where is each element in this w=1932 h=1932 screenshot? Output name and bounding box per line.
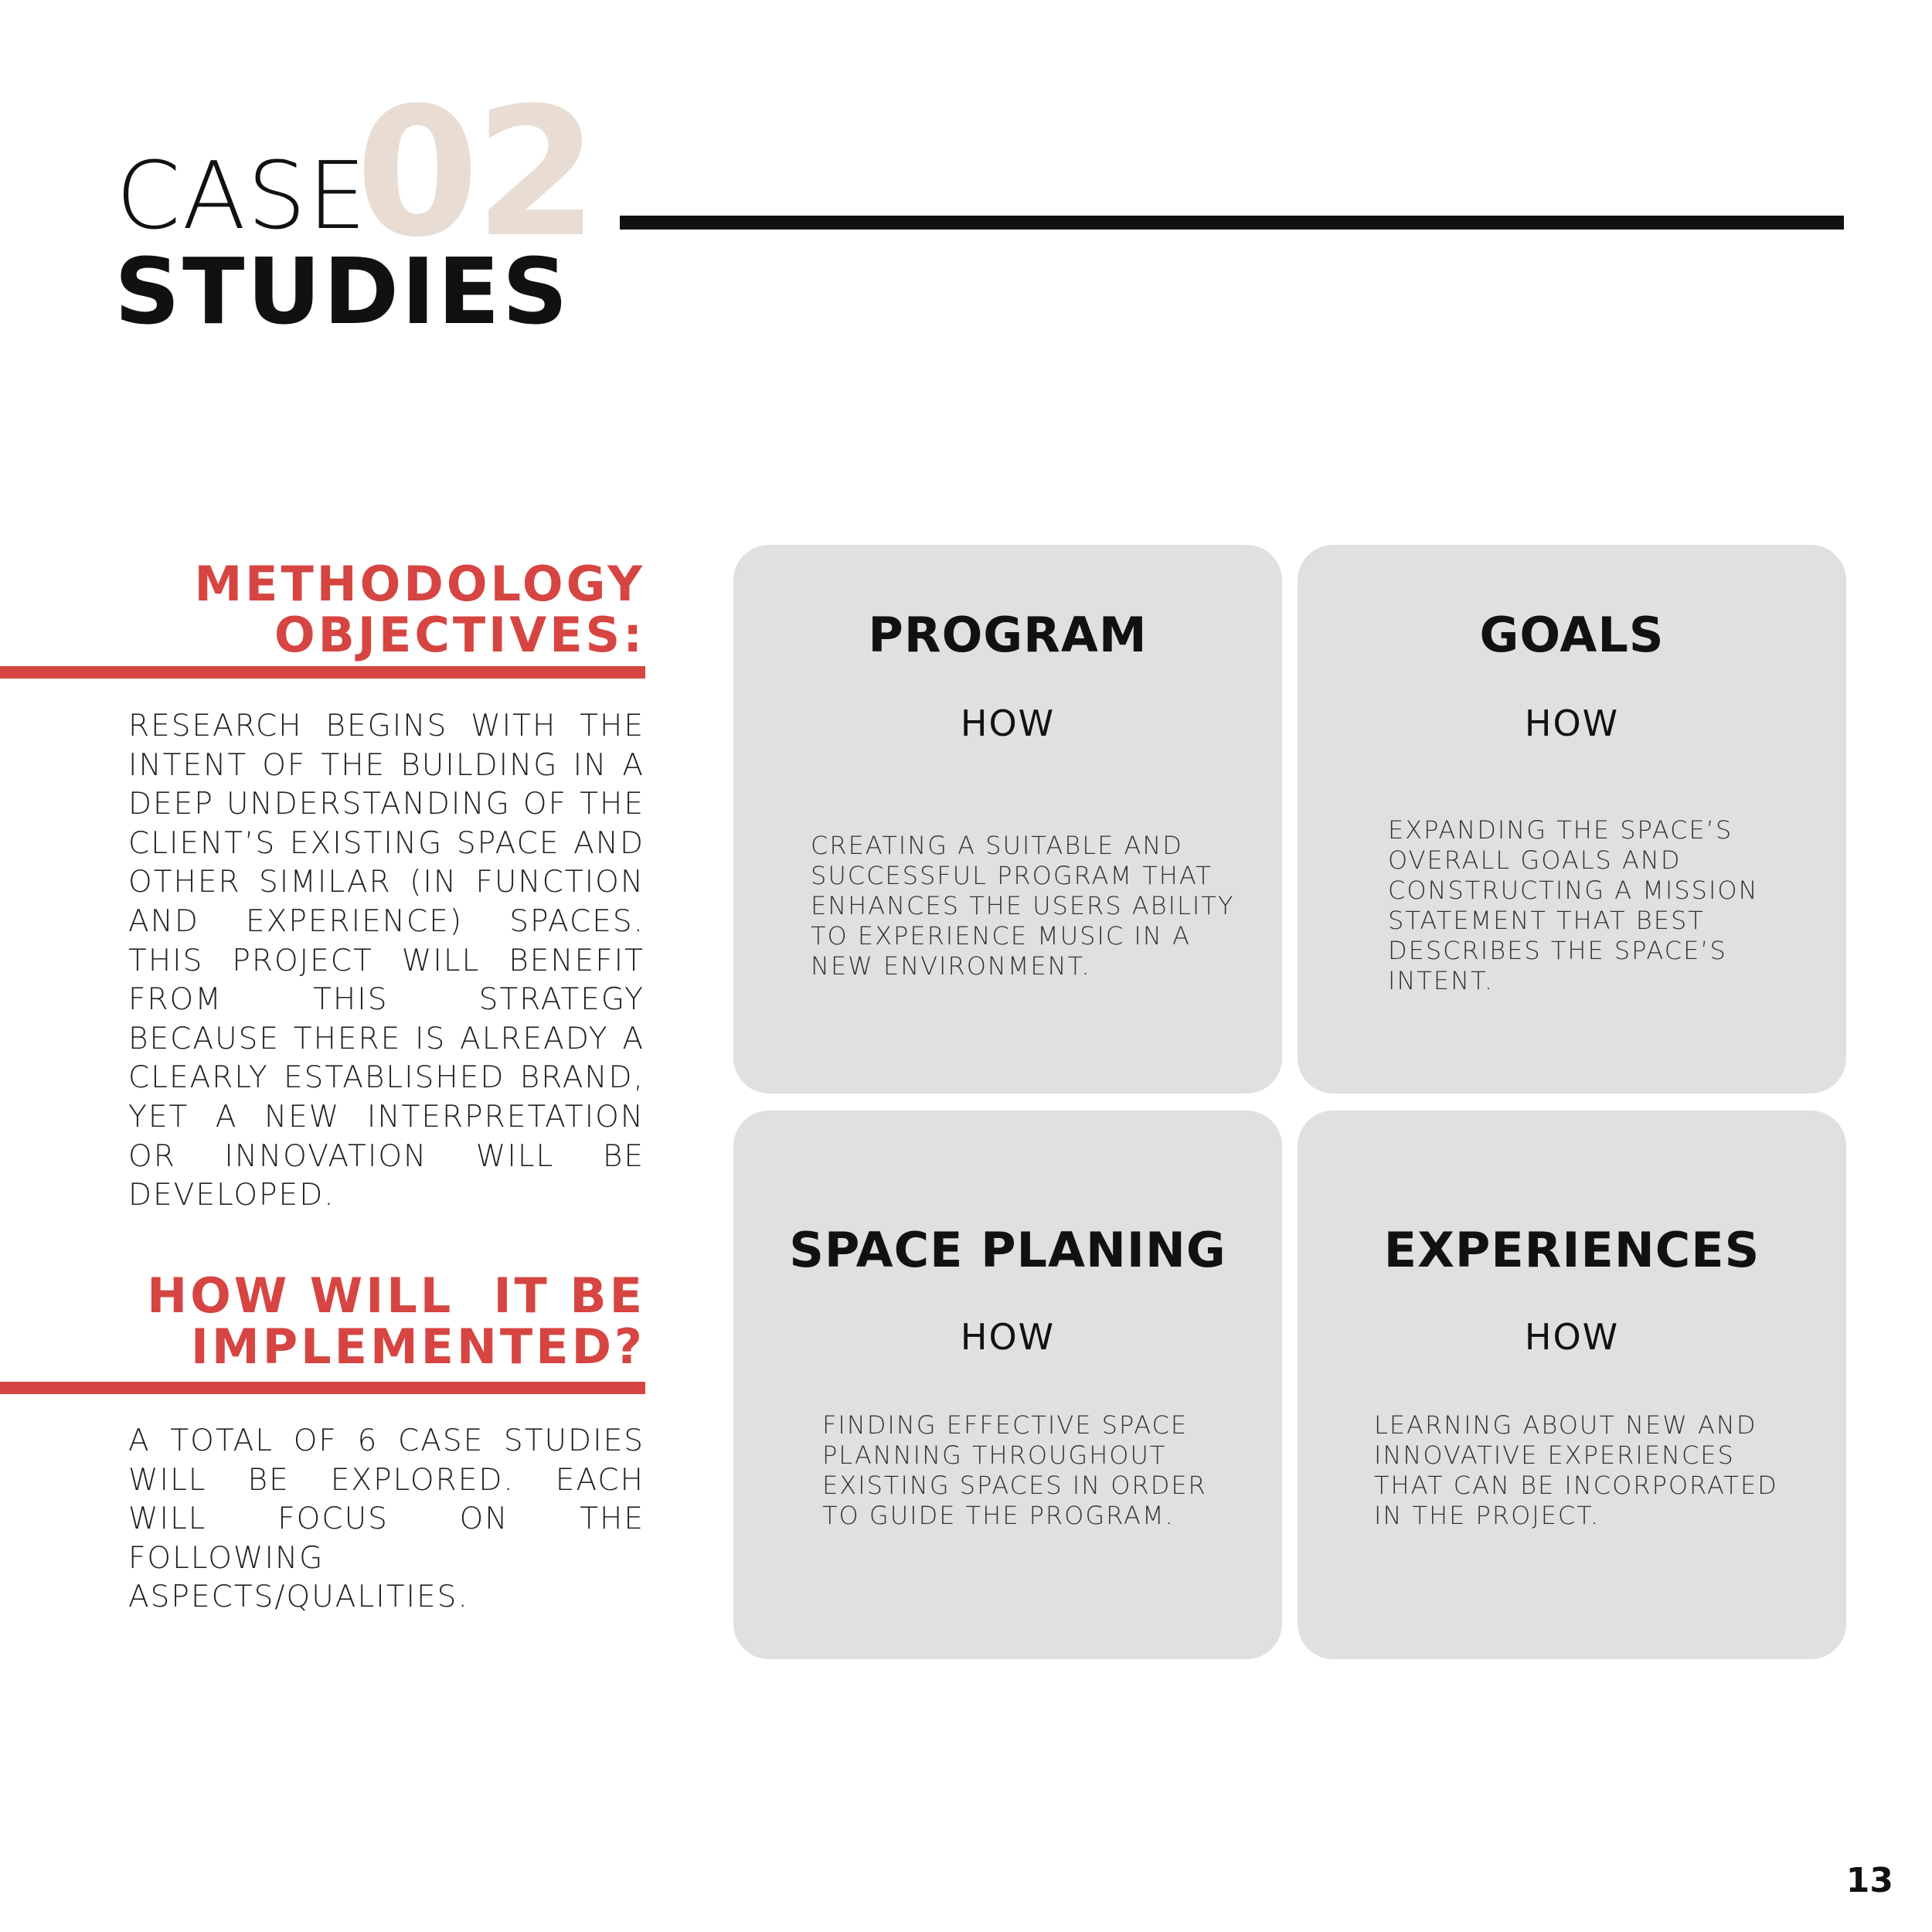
implementation-divider xyxy=(0,1382,645,1394)
card-text: LEARNING ABOUT NEW AND INNOVATIVE EXPERIENCES THAT CAN BE INCORPORATED IN THE PROJECT. xyxy=(1374,1410,1778,1530)
card-title: EXPERIENCES xyxy=(1383,1222,1760,1278)
methodology-heading-line2: OBJECTIVES: xyxy=(274,607,645,663)
card-subtitle: HOW xyxy=(1524,1316,1620,1358)
card-text: CREATING A SUITABLE AND SUCCESSFUL PROGRAM THAT ENHANCES THE USERS ABILITY TO EXPERIENCE MUSIC IN A NEW ENVIRONMENT. xyxy=(811,831,1235,981)
card-text: FINDING EFFECTIVE SPACE PLANNING THROUGHOUT EXISTING SPACES IN ORDER TO GUIDE THE PROGRAM. xyxy=(822,1410,1207,1530)
title-studies: STUDIES xyxy=(114,238,570,345)
card-title: SPACE PLANING xyxy=(789,1222,1226,1278)
implementation-heading xyxy=(147,1267,645,1375)
card-program xyxy=(733,545,1282,1094)
section-number: 02 xyxy=(355,70,594,277)
page-number: 13 xyxy=(1845,1861,1893,1900)
card-title: GOALS xyxy=(1479,607,1665,663)
header-divider xyxy=(620,216,1844,230)
card-subtitle: HOW xyxy=(960,1316,1056,1358)
card-goals xyxy=(1298,545,1846,1094)
methodology-heading-line1: METHODOLOGY xyxy=(194,556,645,612)
card-title: PROGRAM xyxy=(868,607,1148,663)
implementation-heading-line2: IMPLEMENTED? xyxy=(190,1318,645,1375)
card-subtitle: HOW xyxy=(960,702,1056,744)
card-experiences xyxy=(1298,1111,1846,1659)
methodology-divider xyxy=(0,666,645,679)
methodology-body: RESEARCH BEGINS WITH THE INTENT OF THE BUILDING IN A DEEP UNDERSTANDING OF THE CLIENT’S EXISTING SPACE AND OTHER SIMILAR (IN FUNCTION AND EXPERIENCE) SPACES. THIS PROJECT WILL BENEFIT FROM THIS STRATEGY BECAUSE THERE IS ALREADY A CLEARLY ESTABLISHED BRAND, YET A NEW INTERPRETATION OR INNOVATION WILL BE DEVELOPED. xyxy=(128,709,645,1213)
implementation-heading-line1: HOW WILL IT BE xyxy=(147,1267,645,1324)
methodology-heading xyxy=(194,556,645,663)
card-text: EXPANDING THE SPACE’S OVERALL GOALS AND CONSTRUCTING A MISSION STATEMENT THAT BEST DESCRIBES THE SPACE’S INTENT. xyxy=(1388,815,1759,995)
implementation-body: A TOTAL OF 6 CASE STUDIES WILL BE EXPLORED. EACH WILL FOCUS ON THE FOLLOWING ASPECTS/QUALITIES. xyxy=(128,1423,645,1615)
card-subtitle: HOW xyxy=(1524,702,1620,744)
card-space-planing xyxy=(733,1111,1282,1659)
title-case: CASE xyxy=(116,143,368,250)
